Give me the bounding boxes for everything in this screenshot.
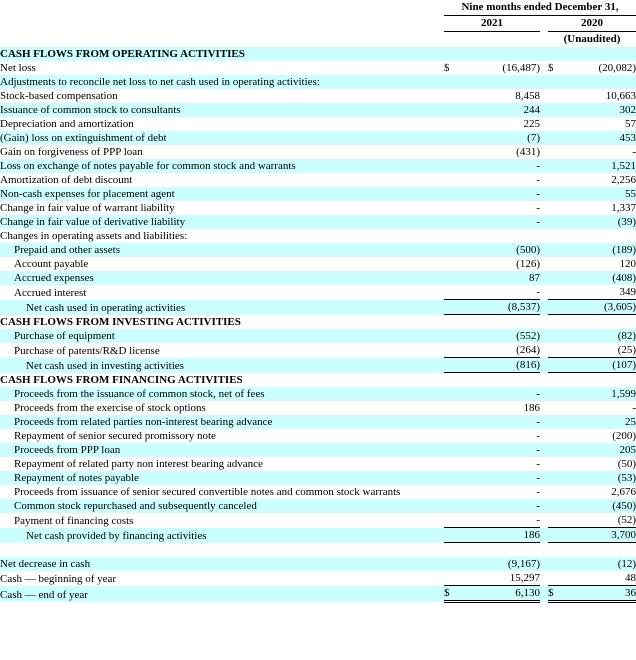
- currency-symbol-2021: $: [444, 586, 460, 602]
- value-2020: (450): [564, 499, 636, 513]
- value-2021: 186: [460, 528, 540, 543]
- currency-symbol-2021: [444, 159, 460, 173]
- currency-symbol-2020: [548, 201, 564, 215]
- currency-symbol-2020: [548, 471, 564, 485]
- currency-symbol-2021: [444, 89, 460, 103]
- currency-symbol-2021: [444, 513, 460, 528]
- table-row: [0, 61, 636, 75]
- value-2021: -: [460, 513, 540, 528]
- currency-symbol-2020: [548, 401, 564, 415]
- row-label: Accrued interest: [0, 285, 444, 300]
- currency-symbol-2021: [444, 457, 460, 471]
- row-label: Accrued expenses: [0, 271, 444, 285]
- header-unaudited-label: (Unaudited): [548, 32, 636, 48]
- column-gap: [540, 358, 548, 373]
- row-label: Prepaid and other assets: [0, 243, 444, 257]
- row-label: Change in fair value of warrant liability: [0, 201, 444, 215]
- row-label: Net cash used in investing activities: [0, 358, 444, 373]
- value-2020: (189): [564, 243, 636, 257]
- row-label: CASH FLOWS FROM OPERATING ACTIVITIES: [0, 47, 444, 61]
- value-2021: [460, 229, 540, 243]
- section-header-row: [0, 47, 636, 61]
- value-2021: -: [460, 457, 540, 471]
- row-label: Adjustments to reconcile net loss to net cash used in operating activities:: [0, 75, 444, 89]
- value-2021: -: [460, 285, 540, 300]
- currency-symbol-2020: [548, 103, 564, 117]
- value-2020: (52): [564, 513, 636, 528]
- currency-symbol-2021: [444, 229, 460, 243]
- row-label: Proceeds from the issuance of common stock, net of fees: [0, 387, 444, 401]
- column-gap: [540, 215, 548, 229]
- row-label: Net cash provided by financing activities: [0, 528, 444, 543]
- currency-symbol-2020: [548, 229, 564, 243]
- subtotal-row: [0, 528, 636, 543]
- value-2020: (12): [564, 557, 636, 571]
- currency-symbol-2020: [548, 387, 564, 401]
- value-2021: [460, 373, 540, 388]
- value-2020: [564, 543, 636, 558]
- value-2021: (9,167): [460, 557, 540, 571]
- row-label: CASH FLOWS FROM INVESTING ACTIVITIES: [0, 315, 444, 330]
- currency-symbol-2020: [548, 543, 564, 558]
- currency-symbol-2021: [444, 443, 460, 457]
- value-2020: -: [564, 145, 636, 159]
- value-2020: -: [564, 401, 636, 415]
- header-spacer-left-3: [0, 32, 444, 48]
- currency-symbol-2021: [444, 285, 460, 300]
- value-2020: 2,256: [564, 173, 636, 187]
- table-row: [0, 145, 636, 159]
- table-row: [0, 443, 636, 457]
- column-gap: [540, 187, 548, 201]
- currency-symbol-2020: [548, 117, 564, 131]
- value-2020: (3,605): [564, 300, 636, 315]
- value-2020: 10,663: [564, 89, 636, 103]
- value-2020: (39): [564, 215, 636, 229]
- currency-symbol-2020: [548, 485, 564, 499]
- currency-symbol-2021: [444, 131, 460, 145]
- value-2021: (264): [460, 343, 540, 358]
- table-row: [0, 243, 636, 257]
- row-label: Cash — beginning of year: [0, 571, 444, 586]
- currency-symbol-2021: [444, 215, 460, 229]
- row-label: Repayment of notes payable: [0, 471, 444, 485]
- column-gap: [540, 131, 548, 145]
- currency-symbol-2021: [444, 300, 460, 315]
- currency-symbol-2020: [548, 415, 564, 429]
- column-gap: [540, 429, 548, 443]
- table-row: [0, 187, 636, 201]
- column-gap: [540, 401, 548, 415]
- row-label: Proceeds from issuance of senior secured convertible notes and common stock warrants: [0, 485, 444, 499]
- value-2020: (107): [564, 358, 636, 373]
- row-label: (Gain) loss on extinguishment of debt: [0, 131, 444, 145]
- table-row: [0, 471, 636, 485]
- value-2021: -: [460, 443, 540, 457]
- currency-symbol-2021: [444, 75, 460, 89]
- value-2021: -: [460, 173, 540, 187]
- value-2021: -: [460, 415, 540, 429]
- column-gap: [540, 443, 548, 457]
- currency-symbol-2021: [444, 429, 460, 443]
- value-2021: -: [460, 429, 540, 443]
- currency-symbol-2020: [548, 443, 564, 457]
- value-2021: -: [460, 159, 540, 173]
- currency-symbol-2021: [444, 173, 460, 187]
- section-header-row: [0, 315, 636, 330]
- currency-symbol-2021: [444, 117, 460, 131]
- row-label: Purchase of patents/R&D license: [0, 343, 444, 358]
- value-2021: -: [460, 471, 540, 485]
- column-gap: [540, 103, 548, 117]
- column-gap: [540, 373, 548, 388]
- column-gap: [540, 271, 548, 285]
- currency-symbol-2020: [548, 257, 564, 271]
- table-row: [0, 173, 636, 187]
- value-2021: -: [460, 485, 540, 499]
- value-2020: 349: [564, 285, 636, 300]
- table-row: [0, 75, 636, 89]
- value-2021: [460, 47, 540, 61]
- table-row: [0, 457, 636, 471]
- header-period-row: [0, 0, 636, 16]
- currency-symbol-2020: [548, 358, 564, 373]
- row-label: Depreciation and amortization: [0, 117, 444, 131]
- column-gap: [540, 543, 548, 558]
- table-row: [0, 117, 636, 131]
- value-2021: 8,458: [460, 89, 540, 103]
- column-gap: [540, 117, 548, 131]
- column-gap: [540, 159, 548, 173]
- value-2020: [564, 75, 636, 89]
- currency-symbol-2021: [444, 257, 460, 271]
- table-row: [0, 131, 636, 145]
- value-2021: [460, 75, 540, 89]
- value-2020: [564, 229, 636, 243]
- currency-symbol-2020: [548, 457, 564, 471]
- table-body: [0, 47, 636, 602]
- table-row: [0, 159, 636, 173]
- table-row: [0, 103, 636, 117]
- value-2021: (126): [460, 257, 540, 271]
- column-gap: [540, 415, 548, 429]
- currency-symbol-2021: [444, 499, 460, 513]
- currency-symbol-2020: [548, 513, 564, 528]
- row-label: Gain on forgiveness of PPP loan: [0, 145, 444, 159]
- value-2021: -: [460, 187, 540, 201]
- value-2020: (25): [564, 343, 636, 358]
- column-gap: [540, 257, 548, 271]
- currency-symbol-2021: [444, 243, 460, 257]
- currency-symbol-2020: [548, 343, 564, 358]
- table-row: [0, 513, 636, 528]
- table-row: [0, 415, 636, 429]
- value-2020: 55: [564, 187, 636, 201]
- table-row: [0, 285, 636, 300]
- currency-symbol-2021: [444, 315, 460, 330]
- table-row: [0, 201, 636, 215]
- header-col-gap: [540, 16, 548, 32]
- currency-symbol-2020: [548, 557, 564, 571]
- currency-symbol-2020: [548, 243, 564, 257]
- value-2020: 36: [564, 586, 636, 602]
- currency-symbol-2020: [548, 47, 564, 61]
- currency-symbol-2020: [548, 571, 564, 586]
- currency-symbol-2020: [548, 329, 564, 343]
- currency-symbol-2021: [444, 528, 460, 543]
- value-2020: 205: [564, 443, 636, 457]
- row-label: Change in fair value of derivative liability: [0, 215, 444, 229]
- currency-symbol-2020: [548, 145, 564, 159]
- currency-symbol-2021: [444, 187, 460, 201]
- value-2020: 1,521: [564, 159, 636, 173]
- currency-symbol-2020: [548, 429, 564, 443]
- value-2020: 1,337: [564, 201, 636, 215]
- header-spacer-left-2: [0, 16, 444, 32]
- currency-symbol-2020: [548, 271, 564, 285]
- currency-symbol-2021: [444, 358, 460, 373]
- currency-symbol-2021: [444, 557, 460, 571]
- header-year-row: [0, 16, 636, 32]
- value-2021: (16,487): [460, 61, 540, 75]
- value-2021: (8,537): [460, 300, 540, 315]
- column-gap: [540, 285, 548, 300]
- column-gap: [540, 243, 548, 257]
- value-2020: (408): [564, 271, 636, 285]
- currency-symbol-2020: [548, 215, 564, 229]
- header-year-2021: 2021: [444, 16, 540, 32]
- table-row: [0, 499, 636, 513]
- row-label: Repayment of senior secured promissory note: [0, 429, 444, 443]
- currency-symbol-2021: [444, 373, 460, 388]
- column-gap: [540, 173, 548, 187]
- row-label: Payment of financing costs: [0, 513, 444, 528]
- value-2020: [564, 373, 636, 388]
- value-2021: [460, 315, 540, 330]
- column-gap: [540, 485, 548, 499]
- row-label: CASH FLOWS FROM FINANCING ACTIVITIES: [0, 373, 444, 388]
- value-2021: (500): [460, 243, 540, 257]
- value-2020: 302: [564, 103, 636, 117]
- row-label: Account payable: [0, 257, 444, 271]
- value-2021: [460, 543, 540, 558]
- value-2020: (20,082): [564, 61, 636, 75]
- row-label: Loss on exchange of notes payable for common stock and warrants: [0, 159, 444, 173]
- row-label: Net decrease in cash: [0, 557, 444, 571]
- column-gap: [540, 229, 548, 243]
- currency-symbol-2020: [548, 300, 564, 315]
- header-period-label: Nine months ended December 31,: [444, 0, 636, 16]
- header-unaudited-blank: [444, 32, 540, 48]
- column-gap: [540, 499, 548, 513]
- column-gap: [540, 75, 548, 89]
- table-row: [0, 89, 636, 103]
- table-row: [0, 557, 636, 571]
- row-label: Non-cash expenses for placement agent: [0, 187, 444, 201]
- column-gap: [540, 300, 548, 315]
- table-row: [0, 485, 636, 499]
- total-row: [0, 586, 636, 602]
- value-2020: 57: [564, 117, 636, 131]
- column-gap: [540, 457, 548, 471]
- currency-symbol-2021: [444, 543, 460, 558]
- row-label: Cash — end of year: [0, 586, 444, 602]
- value-2021: 244: [460, 103, 540, 117]
- subtotal-row: [0, 358, 636, 373]
- column-gap: [540, 471, 548, 485]
- column-gap: [540, 387, 548, 401]
- currency-symbol-2021: [444, 47, 460, 61]
- table-row: [0, 257, 636, 271]
- value-2020: 1,599: [564, 387, 636, 401]
- column-gap: [540, 145, 548, 159]
- currency-symbol-2021: [444, 103, 460, 117]
- currency-symbol-2020: [548, 499, 564, 513]
- header-col-gap-2: [540, 32, 548, 48]
- value-2020: 3,700: [564, 528, 636, 543]
- currency-symbol-2020: [548, 373, 564, 388]
- value-2021: (431): [460, 145, 540, 159]
- column-gap: [540, 47, 548, 61]
- section-header-row: [0, 373, 636, 388]
- value-2021: 225: [460, 117, 540, 131]
- row-label: Changes in operating assets and liabilities:: [0, 229, 444, 243]
- row-label: Proceeds from related parties non-interest bearing advance: [0, 415, 444, 429]
- column-gap: [540, 513, 548, 528]
- currency-symbol-2020: [548, 315, 564, 330]
- currency-symbol-2020: [548, 528, 564, 543]
- currency-symbol-2020: [548, 285, 564, 300]
- table-row: [0, 571, 636, 586]
- currency-symbol-2020: [548, 75, 564, 89]
- header-spacer-left: [0, 0, 444, 16]
- value-2020: (200): [564, 429, 636, 443]
- table-row: [0, 271, 636, 285]
- row-label: Stock-based compensation: [0, 89, 444, 103]
- column-gap: [540, 343, 548, 358]
- value-2020: 120: [564, 257, 636, 271]
- currency-symbol-2021: [444, 329, 460, 343]
- header-year-2020: 2020: [548, 16, 636, 32]
- table-row: [0, 215, 636, 229]
- value-2021: (816): [460, 358, 540, 373]
- currency-symbol-2021: [444, 415, 460, 429]
- spacer-row: [0, 543, 636, 558]
- currency-symbol-2021: [444, 271, 460, 285]
- value-2021: 15,297: [460, 571, 540, 586]
- column-gap: [540, 61, 548, 75]
- value-2021: 186: [460, 401, 540, 415]
- currency-symbol-2020: $: [548, 61, 564, 75]
- currency-symbol-2021: [444, 145, 460, 159]
- currency-symbol-2020: [548, 89, 564, 103]
- row-label: Amortization of debt discount: [0, 173, 444, 187]
- currency-symbol-2020: [548, 173, 564, 187]
- value-2020: (82): [564, 329, 636, 343]
- row-label: Proceeds from the exercise of stock options: [0, 401, 444, 415]
- column-gap: [540, 329, 548, 343]
- column-gap: [540, 89, 548, 103]
- currency-symbol-2021: [444, 401, 460, 415]
- currency-symbol-2021: [444, 571, 460, 586]
- table-row: [0, 387, 636, 401]
- value-2020: 48: [564, 571, 636, 586]
- value-2020: [564, 315, 636, 330]
- value-2021: -: [460, 201, 540, 215]
- value-2021: -: [460, 215, 540, 229]
- row-label: Issuance of common stock to consultants: [0, 103, 444, 117]
- value-2021: -: [460, 387, 540, 401]
- currency-symbol-2021: [444, 485, 460, 499]
- table-row: [0, 401, 636, 415]
- table-row: [0, 429, 636, 443]
- table-row: [0, 229, 636, 243]
- header-unaudited-row: [0, 32, 636, 48]
- value-2021: 6,130: [460, 586, 540, 602]
- row-label: Repayment of related party non interest bearing advance: [0, 457, 444, 471]
- table-row: [0, 329, 636, 343]
- row-label: Common stock repurchased and subsequently canceled: [0, 499, 444, 513]
- value-2021: 87: [460, 271, 540, 285]
- currency-symbol-2021: $: [444, 61, 460, 75]
- currency-symbol-2021: [444, 201, 460, 215]
- value-2021: -: [460, 499, 540, 513]
- column-gap: [540, 528, 548, 543]
- value-2021: (552): [460, 329, 540, 343]
- value-2020: 25: [564, 415, 636, 429]
- subtotal-row: [0, 300, 636, 315]
- table-row: [0, 343, 636, 358]
- column-gap: [540, 586, 548, 602]
- value-2020: 453: [564, 131, 636, 145]
- row-label: Net cash used in operating activities: [0, 300, 444, 315]
- value-2021: (7): [460, 131, 540, 145]
- column-gap: [540, 557, 548, 571]
- value-2020: 2,676: [564, 485, 636, 499]
- column-gap: [540, 315, 548, 330]
- row-label: Purchase of equipment: [0, 329, 444, 343]
- value-2020: (50): [564, 457, 636, 471]
- column-gap: [540, 201, 548, 215]
- currency-symbol-2020: [548, 187, 564, 201]
- table-header: [0, 0, 636, 47]
- currency-symbol-2020: [548, 159, 564, 173]
- column-gap: [540, 571, 548, 586]
- row-label: Proceeds from PPP loan: [0, 443, 444, 457]
- row-label: [0, 543, 444, 558]
- row-label: Net loss: [0, 61, 444, 75]
- value-2020: [564, 47, 636, 61]
- value-2020: (53): [564, 471, 636, 485]
- currency-symbol-2021: [444, 471, 460, 485]
- currency-symbol-2021: [444, 387, 460, 401]
- currency-symbol-2021: [444, 343, 460, 358]
- currency-symbol-2020: [548, 131, 564, 145]
- currency-symbol-2020: $: [548, 586, 564, 602]
